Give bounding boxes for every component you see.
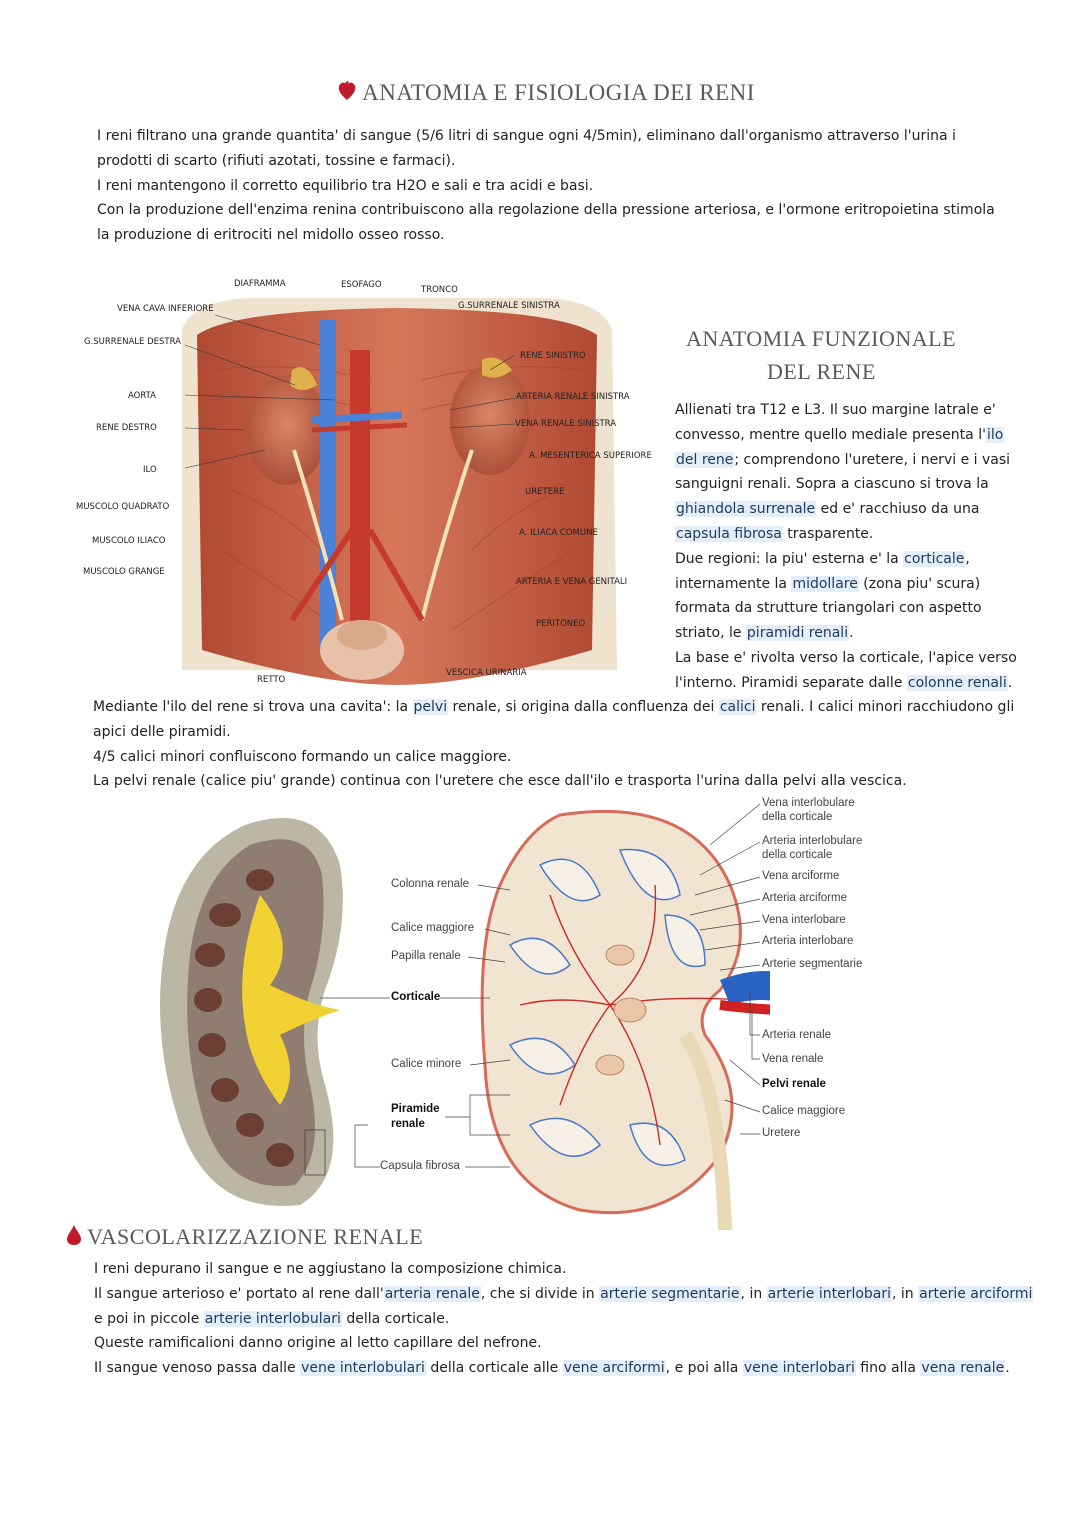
fig1-label: AORTA — [128, 391, 156, 401]
text-line: striato, le piramidi renali. — [675, 625, 854, 642]
fig1-label: G.SURRENALE SINISTRA — [458, 301, 560, 311]
text-line: I reni depurano il sangue e ne aggiustano la composizione chimica. — [94, 1261, 567, 1277]
highlight-term: pelvi — [413, 699, 448, 715]
intro-text — [97, 124, 997, 248]
fig2-label: Vena interlobulare — [762, 797, 855, 809]
functional-text — [675, 398, 1035, 696]
fig1-label: VESCICA URINARIA — [446, 668, 527, 678]
fig1-label: MUSCOLO ILIACO — [92, 536, 166, 546]
fig1-label: DIAFRAMMA — [234, 279, 286, 289]
fig1-label: VENA CAVA INFERIORE — [117, 304, 214, 314]
text-line: convesso, mentre quello mediale presenta l'ilo — [675, 426, 1004, 443]
fig1-label: G.SURRENALE DESTRA — [84, 337, 181, 347]
fig2-label: Calice maggiore — [391, 922, 475, 934]
fig2-label: Vena interlobare — [762, 914, 846, 926]
fig1-label: ARTERIA E VENA GENITALI — [516, 577, 628, 587]
section-title — [66, 1224, 423, 1254]
text-line: internamente la midollare (zona piu' scura) — [675, 575, 981, 592]
highlight-term: vene interlobulari — [301, 1360, 425, 1377]
fig1-label: ESOFAGO — [341, 280, 382, 290]
highlight-term: colonne renali — [907, 674, 1007, 691]
fig2-label: Arteria renale — [762, 1029, 832, 1041]
fig2-label: Arterie segmentarie — [762, 958, 863, 970]
fig2-label: Colonna renale — [391, 878, 470, 890]
heart-icon — [337, 80, 357, 102]
vasc-text — [94, 1257, 1054, 1381]
fig2-label: Arteria interlobare — [762, 935, 854, 947]
text-line: Il sangue venoso passa dalle vene interlobulari della corticale alle vene arciformi, e poi alla vene interlobari fino alla vena renale. — [94, 1360, 1010, 1377]
blood-drop-icon — [66, 1224, 82, 1246]
text-line: ghiandola surrenale ed e' racchiuso da una — [676, 501, 980, 518]
pelvis-text — [93, 695, 1043, 794]
title-text: ANATOMIA E FISIOLOGIA DEI RENI — [362, 80, 755, 105]
fig1-label: ARTERIA RENALE SINISTRA — [516, 392, 630, 402]
fig2-leader-lines — [280, 880, 520, 1180]
fig1-label: ILO — [143, 465, 157, 475]
fig2-label: Vena arciforme — [762, 870, 840, 882]
fig1-label: PERITONEO — [536, 619, 586, 629]
text-line: e poi in piccole arterie interlobulari della corticale. — [94, 1310, 450, 1327]
text-line: Allienati tra T12 e L3. Il suo margine latrale e' — [675, 402, 996, 418]
intro-line: Con la produzione dell'enzima renina contribuiscono alla regolazione della pressione arteriosa, e l'ormone eritropoietina stimola — [97, 202, 995, 219]
highlight-term: del rene — [676, 451, 734, 468]
text-line: capsula fibrosa trasparente. — [676, 525, 874, 542]
fig2-label: Pelvi renale — [762, 1078, 826, 1090]
fig2-label: Capsula fibrosa — [380, 1160, 460, 1172]
fig2-label: Papilla renale — [391, 950, 461, 962]
fig1-label: MUSCOLO QUADRATO — [76, 502, 170, 512]
highlight-term: arterie interlobari — [767, 1285, 892, 1302]
highlight-term: vene interlobari — [743, 1360, 855, 1377]
fig1-label: RENE SINISTRO — [520, 351, 586, 361]
intro-line: prodotti di scarto (rifiuti azotati, tossine e farmaci). — [97, 152, 456, 169]
highlight-term: capsula fibrosa — [676, 525, 782, 542]
highlight-term: arterie segmentarie — [600, 1285, 740, 1302]
text-line: del rene; comprendono l'uretere, i nervi e i vasi — [676, 451, 1011, 468]
fig2-label: Calice maggiore — [762, 1105, 846, 1117]
section-title-text: VASCOLARIZZAZIONE RENALE — [87, 1224, 424, 1249]
highlight-term: piramidi renali — [746, 625, 849, 642]
text-line: 4/5 calici minori confluiscono formando un calice maggiore. — [93, 748, 512, 765]
fig2-label: Arteria interlobulare — [762, 835, 863, 847]
intro-line: la produzione di eritrociti nel midollo osseo rosso. — [97, 227, 445, 244]
text-line: sanguigni renali. Sopra a ciascuno si trova la — [675, 476, 989, 493]
highlight-term: vena renale — [921, 1360, 1005, 1377]
fig2-label: della corticale — [762, 811, 833, 823]
highlight-term: ilo — [986, 426, 1004, 443]
fig2-label: Vena renale — [762, 1053, 824, 1065]
text-line: formata da strutture triangolari con aspetto — [675, 600, 982, 617]
fig2-label: Arteria arciforme — [762, 892, 847, 904]
fig1-label: TRONCO — [421, 285, 458, 295]
fig2-right-leader-lines — [690, 800, 765, 1140]
highlight-term: midollare — [792, 575, 858, 592]
fig2-label: Calice minore — [391, 1058, 462, 1070]
functional-title-line2: DEL RENE — [767, 359, 876, 384]
fig2-label: della corticale — [762, 849, 833, 861]
fig1-label: RETTO — [257, 675, 286, 685]
highlight-term: arteria renale — [384, 1285, 480, 1302]
highlight-term: calici — [719, 699, 756, 715]
intro-line: I reni mantengono il corretto equilibrio tra H2O e sali e tra acidi e basi. — [97, 177, 594, 194]
text-line: Queste ramificalioni danno origine al letto capillare del nefrone. — [94, 1335, 542, 1352]
page-title — [337, 80, 755, 110]
fig1-label: MUSCOLO GRANGE — [83, 567, 165, 577]
highlight-term: ghiandola surrenale — [676, 501, 816, 518]
fig2-label: renale — [391, 1118, 425, 1130]
fig1-leader-lines — [160, 300, 540, 600]
fig1-label: RENE DESTRO — [96, 423, 157, 433]
highlight-term: arterie interlobulari — [204, 1310, 341, 1327]
functional-title-line1: ANATOMIA FUNZIONALE — [686, 326, 957, 351]
highlight-term: vene arciformi — [563, 1360, 665, 1377]
text-line: Due regioni: la piu' esterna e' la corticale, — [675, 550, 970, 567]
fig1-label: A. ILIACA COMUNE — [519, 528, 598, 538]
text-line: apici delle piramidi. — [93, 723, 231, 740]
highlight-term: corticale — [904, 550, 965, 567]
fig2-label: Piramide — [391, 1103, 440, 1115]
intro-line: I reni filtrano una grande quantita' di sangue (5/6 litri di sangue ogni 4/5min), eliminano dall'organismo attraverso l'urina i — [97, 128, 956, 144]
text-line: La pelvi renale (calice piu' grande) continua con l'uretere che esce dall'ilo e trasporta l'urina dalla pelvi alla vescica. — [93, 773, 907, 790]
text-line: Il sangue arterioso e' portato al rene dall'arteria renale, che si divide in arterie segmentarie, in arterie interlobari, in arterie arciformi — [94, 1285, 1033, 1302]
fig1-label: A. MESENTERICA SUPERIORE — [529, 451, 652, 461]
fig1-label: URETERE — [525, 487, 565, 497]
fig2-label: Uretere — [762, 1127, 801, 1139]
text-line: Mediante l'ilo del rene si trova una cavita': la pelvi renale, si origina dalla confluenza dei calici renali. I calici minori racchiudono gli — [93, 699, 1015, 715]
fig2-label: Corticale — [391, 991, 441, 1003]
text-line: l'interno. Piramidi separate dalle colonne renali. — [675, 674, 1013, 691]
text-line: La base e' rivolta verso la corticale, l'apice verso — [675, 649, 1017, 666]
highlight-term: arterie arciformi — [919, 1285, 1033, 1302]
fig1-label: VENA RENALE SINISTRA — [515, 419, 617, 429]
